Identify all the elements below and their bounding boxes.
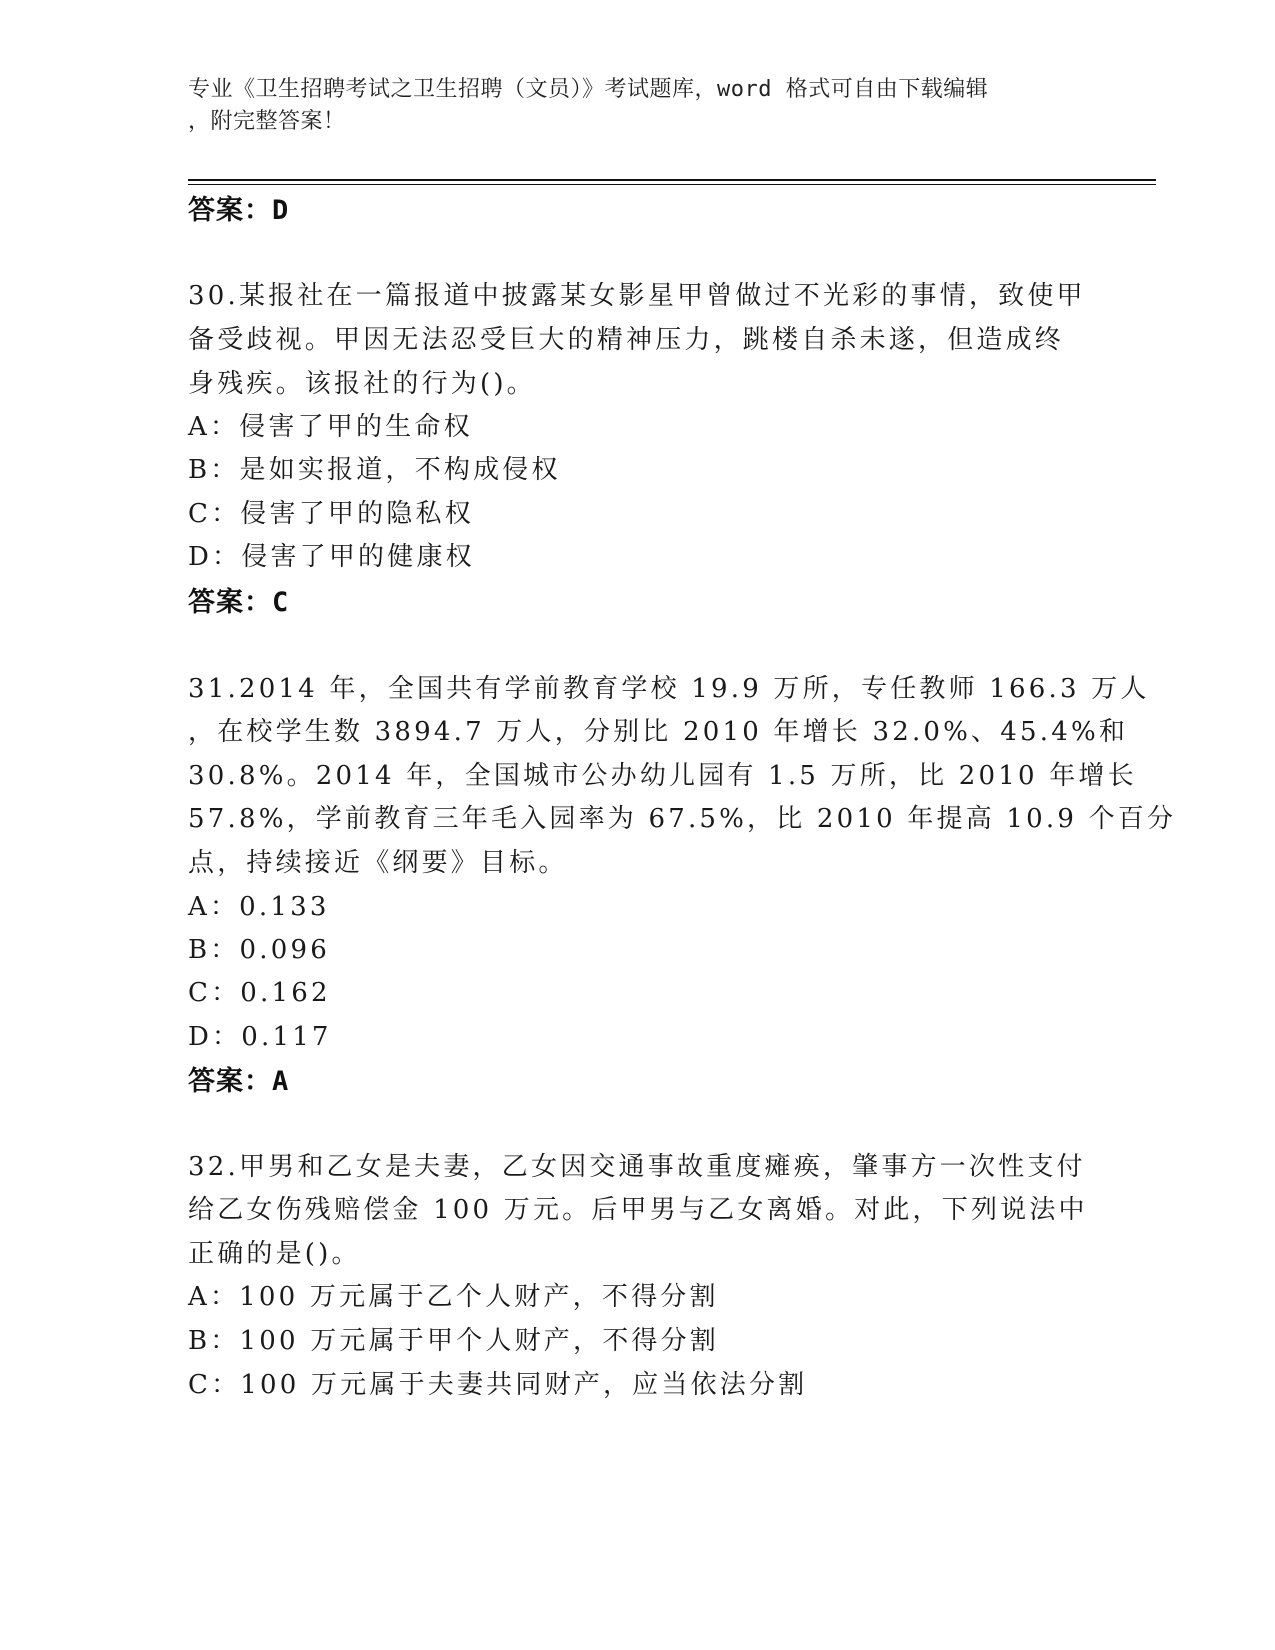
answer-q29: 答案：D bbox=[188, 195, 290, 226]
question-30-text-line: 30.某报社在一篇报道中披露某女影星甲曾做过不光彩的事情，致使甲 bbox=[188, 281, 1086, 311]
header-divider-thin bbox=[188, 184, 1156, 185]
option-b: B：0.096 bbox=[188, 935, 330, 965]
option-b: B：100 万元属于甲个人财产，不得分割 bbox=[188, 1326, 719, 1356]
option-d: D：0.117 bbox=[188, 1022, 332, 1052]
option-b: B：是如实报道，不构成侵权 bbox=[188, 455, 561, 485]
question-32-text-line: 给乙女伤残赔偿金 100 万元。后甲男与乙女离婚。对此，下列说法中 bbox=[188, 1195, 1088, 1225]
answer-q31: 答案：A bbox=[188, 1066, 290, 1097]
option-a: A：0.133 bbox=[188, 892, 330, 922]
option-c: C：侵害了甲的隐私权 bbox=[188, 499, 474, 529]
option-c: C：0.162 bbox=[188, 978, 331, 1008]
option-a: A：侵害了甲的生命权 bbox=[188, 412, 473, 442]
question-31-text-line: ，在校学生数 3894.7 万人，分别比 2010 年增长 32.0%、45.4%和 bbox=[188, 717, 1129, 747]
question-31-text-line: 30.8%。2014 年，全国城市公办幼儿园有 1.5 万所，比 2010 年增长 bbox=[188, 761, 1137, 791]
header-line-2: ，附完整答案！ bbox=[188, 109, 346, 134]
question-32-text-line: 正确的是()。 bbox=[188, 1239, 361, 1269]
header-divider-thick bbox=[188, 179, 1156, 181]
page-header bbox=[188, 74, 1088, 138]
question-32-text-line: 32.甲男和乙女是夫妻，乙女因交通事故重度瘫痪，肇事方一次性支付 bbox=[188, 1152, 1086, 1182]
option-c: C：100 万元属于夫妻共同财产，应当依法分割 bbox=[188, 1370, 808, 1400]
question-30-text-line: 身残疾。该报社的行为()。 bbox=[188, 369, 536, 399]
answer-q30: 答案：C bbox=[188, 587, 290, 618]
header-line-1: 专业《卫生招聘考试之卫生招聘（文员）》考试题库，word 格式可自由下载编辑 bbox=[188, 77, 989, 102]
question-31-text-line: 57.8%，学前教育三年毛入园率为 67.5%，比 2010 年提高 10.9 个百分 bbox=[188, 804, 1177, 834]
option-a: A：100 万元属于乙个人财产，不得分割 bbox=[188, 1282, 719, 1312]
question-30-text-line: 备受歧视。甲因无法忍受巨大的精神压力，跳楼自杀未遂，但造成终 bbox=[188, 325, 1065, 355]
option-d: D：侵害了甲的健康权 bbox=[188, 542, 475, 572]
question-31-text-line: 点，持续接近《纲要》目标。 bbox=[188, 848, 568, 878]
question-31-text-line: 31.2014 年，全国共有学前教育学校 19.9 万所，专任教师 166.3 万人 bbox=[188, 674, 1150, 704]
